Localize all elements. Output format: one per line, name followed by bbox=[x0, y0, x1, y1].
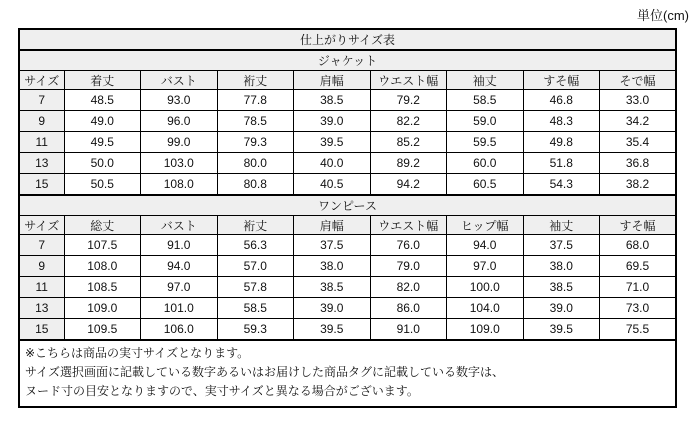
measure-cell: 109.0 bbox=[447, 319, 524, 341]
table-title-row bbox=[19, 29, 676, 50]
measure-cell: 80.0 bbox=[217, 153, 294, 174]
column-header: すそ幅 bbox=[523, 71, 600, 90]
measure-cell: 107.5 bbox=[64, 235, 141, 256]
measure-cell: 33.0 bbox=[600, 90, 677, 111]
size-cell: 9 bbox=[19, 111, 64, 132]
measure-cell: 109.5 bbox=[64, 319, 141, 341]
measure-cell: 56.3 bbox=[217, 235, 294, 256]
column-header: 裄丈 bbox=[217, 216, 294, 235]
section-row-0 bbox=[19, 50, 676, 71]
measure-cell: 39.5 bbox=[523, 319, 600, 341]
section-row-1 bbox=[19, 195, 676, 216]
measure-cell: 59.0 bbox=[447, 111, 524, 132]
measure-cell: 60.0 bbox=[447, 153, 524, 174]
measure-cell: 48.5 bbox=[64, 90, 141, 111]
measure-cell: 94.0 bbox=[447, 235, 524, 256]
measure-cell: 71.0 bbox=[600, 277, 677, 298]
measure-cell: 76.0 bbox=[370, 235, 447, 256]
measure-cell: 38.2 bbox=[600, 174, 677, 196]
measure-cell: 89.2 bbox=[370, 153, 447, 174]
measure-cell: 75.5 bbox=[600, 319, 677, 341]
table-title: 仕上がりサイズ表 bbox=[19, 29, 676, 50]
column-header: 肩幅 bbox=[294, 71, 371, 90]
size-cell: 9 bbox=[19, 256, 64, 277]
measure-cell: 79.2 bbox=[370, 90, 447, 111]
measure-cell: 97.0 bbox=[447, 256, 524, 277]
measure-cell: 38.0 bbox=[523, 256, 600, 277]
measure-cell: 79.0 bbox=[370, 256, 447, 277]
measure-cell: 108.0 bbox=[64, 256, 141, 277]
table-row bbox=[19, 90, 676, 111]
note-line-3: ヌード寸の目安となりますので、実寸サイズと異なる場合がございます。 bbox=[25, 384, 419, 398]
measure-cell: 54.3 bbox=[523, 174, 600, 196]
measure-cell: 39.0 bbox=[523, 298, 600, 319]
column-header: サイズ bbox=[19, 71, 64, 90]
measure-cell: 106.0 bbox=[141, 319, 218, 341]
table-row bbox=[19, 153, 676, 174]
column-header: サイズ bbox=[19, 216, 64, 235]
column-header: 袖丈 bbox=[447, 71, 524, 90]
measure-cell: 39.5 bbox=[294, 319, 371, 341]
measure-cell: 38.5 bbox=[294, 277, 371, 298]
size-cell: 13 bbox=[19, 298, 64, 319]
measure-cell: 36.8 bbox=[600, 153, 677, 174]
measure-cell: 59.5 bbox=[447, 132, 524, 153]
measure-cell: 82.2 bbox=[370, 111, 447, 132]
table-row bbox=[19, 174, 676, 196]
table-row bbox=[19, 256, 676, 277]
measure-cell: 101.0 bbox=[141, 298, 218, 319]
size-table bbox=[18, 28, 677, 408]
measure-cell: 38.5 bbox=[294, 90, 371, 111]
measure-cell: 39.0 bbox=[294, 298, 371, 319]
measure-cell: 38.0 bbox=[294, 256, 371, 277]
size-table-body bbox=[19, 29, 676, 340]
measure-cell: 39.5 bbox=[294, 132, 371, 153]
measure-cell: 40.0 bbox=[294, 153, 371, 174]
measure-cell: 91.0 bbox=[370, 319, 447, 341]
measure-cell: 97.0 bbox=[141, 277, 218, 298]
measure-cell: 51.8 bbox=[523, 153, 600, 174]
table-row bbox=[19, 235, 676, 256]
column-header: 着丈 bbox=[64, 71, 141, 90]
measure-cell: 103.0 bbox=[141, 153, 218, 174]
size-cell: 11 bbox=[19, 132, 64, 153]
measure-cell: 58.5 bbox=[217, 298, 294, 319]
size-table-footer bbox=[19, 340, 676, 407]
measure-cell: 91.0 bbox=[141, 235, 218, 256]
measure-cell: 48.3 bbox=[523, 111, 600, 132]
column-header: ウエスト幅 bbox=[370, 71, 447, 90]
measure-cell: 49.5 bbox=[64, 132, 141, 153]
measure-cell: 94.0 bbox=[141, 256, 218, 277]
measure-cell: 77.8 bbox=[217, 90, 294, 111]
measure-cell: 50.5 bbox=[64, 174, 141, 196]
measure-cell: 99.0 bbox=[141, 132, 218, 153]
measure-cell: 49.0 bbox=[64, 111, 141, 132]
measure-cell: 40.5 bbox=[294, 174, 371, 196]
column-header: バスト bbox=[141, 216, 218, 235]
unit-label: 単位(cm) bbox=[637, 8, 689, 23]
section-title: ワンピース bbox=[19, 195, 676, 216]
note-line-2: サイズ選択画面に記載している数字あるいはお届けした商品タグに記載している数字は、 bbox=[25, 365, 505, 379]
notes-cell bbox=[19, 340, 676, 407]
measure-cell: 38.5 bbox=[523, 277, 600, 298]
measure-cell: 109.0 bbox=[64, 298, 141, 319]
measure-cell: 37.5 bbox=[523, 235, 600, 256]
size-cell: 15 bbox=[19, 319, 64, 341]
measure-cell: 94.2 bbox=[370, 174, 447, 196]
column-header: 袖丈 bbox=[523, 216, 600, 235]
measure-cell: 35.4 bbox=[600, 132, 677, 153]
note-line-1: ※こちらは商品の実寸サイズとなります。 bbox=[25, 346, 250, 360]
table-row bbox=[19, 298, 676, 319]
section-title: ジャケット bbox=[19, 50, 676, 71]
measure-cell: 58.5 bbox=[447, 90, 524, 111]
measure-cell: 49.8 bbox=[523, 132, 600, 153]
measure-cell: 50.0 bbox=[64, 153, 141, 174]
measure-cell: 68.0 bbox=[600, 235, 677, 256]
measure-cell: 34.2 bbox=[600, 111, 677, 132]
header-row-0 bbox=[19, 71, 676, 90]
measure-cell: 39.0 bbox=[294, 111, 371, 132]
notes-row bbox=[19, 340, 676, 407]
header-row-1 bbox=[19, 216, 676, 235]
measure-cell: 57.8 bbox=[217, 277, 294, 298]
measure-cell: 69.5 bbox=[600, 256, 677, 277]
measure-cell: 60.5 bbox=[447, 174, 524, 196]
measure-cell: 57.0 bbox=[217, 256, 294, 277]
measure-cell: 73.0 bbox=[600, 298, 677, 319]
column-header: 肩幅 bbox=[294, 216, 371, 235]
column-header: そで幅 bbox=[600, 71, 677, 90]
measure-cell: 78.5 bbox=[217, 111, 294, 132]
measure-cell: 104.0 bbox=[447, 298, 524, 319]
table-row bbox=[19, 132, 676, 153]
measure-cell: 108.5 bbox=[64, 277, 141, 298]
column-header: バスト bbox=[141, 71, 218, 90]
column-header: 総丈 bbox=[64, 216, 141, 235]
measure-cell: 80.8 bbox=[217, 174, 294, 196]
measure-cell: 46.8 bbox=[523, 90, 600, 111]
size-cell: 13 bbox=[19, 153, 64, 174]
table-row bbox=[19, 277, 676, 298]
measure-cell: 86.0 bbox=[370, 298, 447, 319]
measure-cell: 93.0 bbox=[141, 90, 218, 111]
measure-cell: 108.0 bbox=[141, 174, 218, 196]
column-header: 裄丈 bbox=[217, 71, 294, 90]
size-cell: 7 bbox=[19, 235, 64, 256]
measure-cell: 85.2 bbox=[370, 132, 447, 153]
measure-cell: 79.3 bbox=[217, 132, 294, 153]
column-header: すそ幅 bbox=[600, 216, 677, 235]
table-row bbox=[19, 319, 676, 341]
column-header: ヒップ幅 bbox=[447, 216, 524, 235]
measure-cell: 37.5 bbox=[294, 235, 371, 256]
size-cell: 11 bbox=[19, 277, 64, 298]
size-cell: 15 bbox=[19, 174, 64, 196]
measure-cell: 82.0 bbox=[370, 277, 447, 298]
table-row bbox=[19, 111, 676, 132]
column-header: ウエスト幅 bbox=[370, 216, 447, 235]
measure-cell: 59.3 bbox=[217, 319, 294, 341]
measure-cell: 100.0 bbox=[447, 277, 524, 298]
measure-cell: 96.0 bbox=[141, 111, 218, 132]
size-cell: 7 bbox=[19, 90, 64, 111]
